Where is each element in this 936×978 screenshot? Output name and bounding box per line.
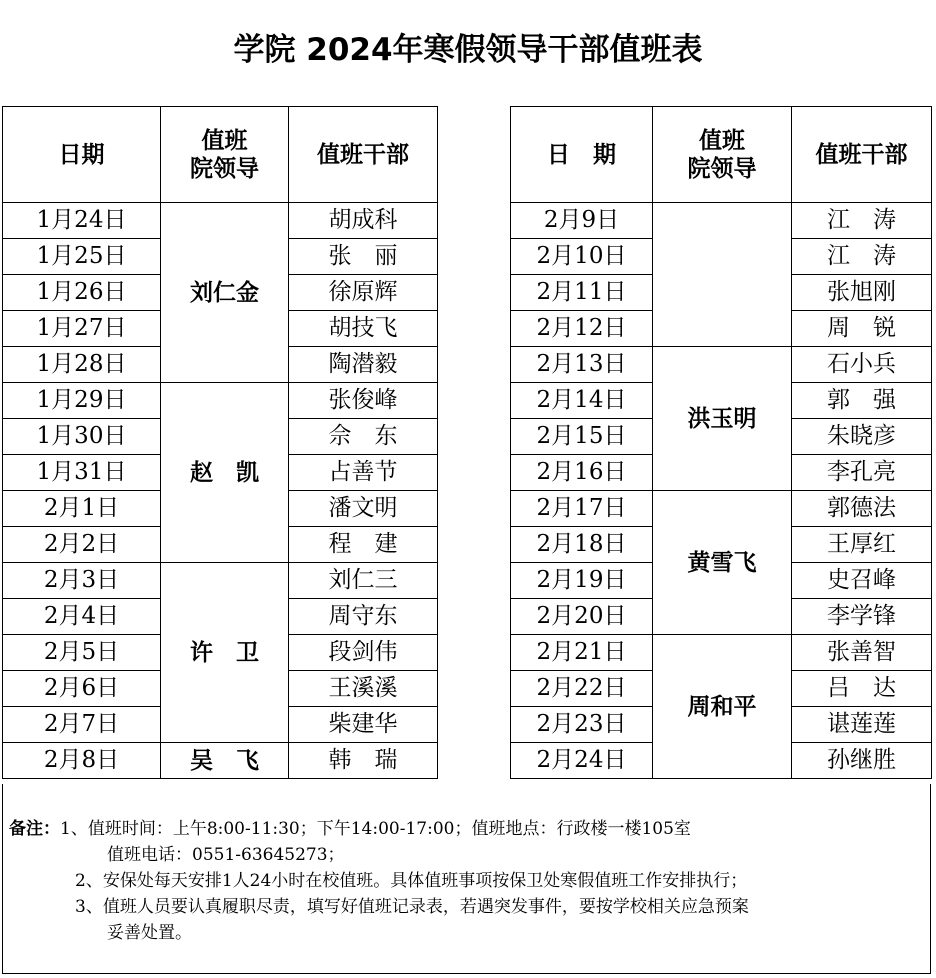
leader-cell: 赵 凯 (161, 383, 289, 563)
staff-cell: 江 涛 (792, 239, 932, 275)
staff-cell: 周 锐 (792, 311, 932, 347)
note-2: 2、安保处每天安排1人24小时在校值班。具体值班事项按保卫处寒假值班工作安排执行； (75, 871, 748, 891)
leader-cell: 刘仁金 (161, 203, 289, 383)
date-cell: 2月10日 (511, 239, 653, 275)
staff-cell: 朱晓彦 (792, 419, 932, 455)
staff-cell: 石小兵 (792, 347, 932, 383)
staff-cell: 李孔亮 (792, 455, 932, 491)
staff-cell: 程 建 (289, 527, 438, 563)
notes-label: 备注： (9, 819, 60, 839)
note-1-line-1: 值班时间：上午8:00-11:30；下午14:00-17:00；值班地点：行政楼一楼105室 (87, 819, 691, 839)
date-cell: 2月12日 (511, 311, 653, 347)
date-cell: 1月29日 (3, 383, 161, 419)
column-gap (438, 107, 511, 779)
leader-cell: 洪玉明 (653, 347, 792, 491)
date-cell: 2月17日 (511, 491, 653, 527)
date-cell: 2月14日 (511, 383, 653, 419)
staff-cell: 占善节 (289, 455, 438, 491)
date-cell: 2月13日 (511, 347, 653, 383)
header-staff-left: 值班干部 (289, 107, 438, 203)
duty-schedule-table (2, 106, 932, 779)
note-1-number: 1、 (60, 819, 88, 839)
date-cell: 2月20日 (511, 599, 653, 635)
note-1-line-2: 值班电话：0551-63645273； (107, 845, 345, 865)
staff-cell: 张旭刚 (792, 275, 932, 311)
page-title: 学院 2024年寒假领导干部值班表 (233, 32, 703, 68)
staff-cell: 吕 达 (792, 671, 932, 707)
note-3-line-1: 3、值班人员要认真履职尽责，填写好值班记录表，若遇突发事件，要按学校相关应急预案 (75, 897, 749, 917)
staff-cell: 胡成科 (289, 203, 438, 239)
date-cell: 2月21日 (511, 635, 653, 671)
staff-cell: 郭德法 (792, 491, 932, 527)
staff-cell: 王溪溪 (289, 671, 438, 707)
date-cell: 2月16日 (511, 455, 653, 491)
staff-cell: 佘 东 (289, 419, 438, 455)
header-leader-right-text: 值班 院领导 (687, 126, 757, 182)
leader-cell: 黄雪飞 (653, 491, 792, 635)
staff-cell: 李学锋 (792, 599, 932, 635)
staff-cell: 潘文明 (289, 491, 438, 527)
date-cell: 2月15日 (511, 419, 653, 455)
staff-cell: 谌莲莲 (792, 707, 932, 743)
staff-cell: 陶潜毅 (289, 347, 438, 383)
notes-content (9, 816, 926, 946)
header-date-left: 日期 (3, 107, 161, 203)
staff-cell: 张 丽 (289, 239, 438, 275)
staff-cell: 张善智 (792, 635, 932, 671)
date-cell: 2月1日 (3, 491, 161, 527)
staff-cell: 郭 强 (792, 383, 932, 419)
header-date-right: 日 期 (511, 107, 653, 203)
staff-cell: 段剑伟 (289, 635, 438, 671)
date-cell: 2月9日 (511, 203, 653, 239)
date-cell: 2月2日 (3, 527, 161, 563)
header-leader-right (653, 107, 792, 203)
staff-cell: 柴建华 (289, 707, 438, 743)
staff-cell: 张俊峰 (289, 383, 438, 419)
notes-box (2, 784, 931, 974)
staff-cell: 江 涛 (792, 203, 932, 239)
staff-cell: 韩 瑞 (289, 743, 438, 779)
date-cell: 1月28日 (3, 347, 161, 383)
date-cell: 1月30日 (3, 419, 161, 455)
date-cell: 2月23日 (511, 707, 653, 743)
staff-cell: 周守东 (289, 599, 438, 635)
staff-cell: 孙继胜 (792, 743, 932, 779)
date-cell: 2月19日 (511, 563, 653, 599)
date-cell: 1月26日 (3, 275, 161, 311)
date-cell: 1月24日 (3, 203, 161, 239)
date-cell: 2月18日 (511, 527, 653, 563)
date-cell: 2月24日 (511, 743, 653, 779)
leader-cell: 吴 飞 (161, 743, 289, 779)
staff-cell: 王厚红 (792, 527, 932, 563)
header-leader-left (161, 107, 289, 203)
note-3-line-2: 妥善处置。 (107, 923, 192, 943)
date-cell: 1月25日 (3, 239, 161, 275)
staff-cell: 徐原辉 (289, 275, 438, 311)
date-cell: 2月6日 (3, 671, 161, 707)
date-cell: 1月27日 (3, 311, 161, 347)
staff-cell: 胡技飞 (289, 311, 438, 347)
date-cell: 2月8日 (3, 743, 161, 779)
note-1 (9, 816, 926, 842)
staff-cell: 刘仁三 (289, 563, 438, 599)
leader-cell: 许 卫 (161, 563, 289, 743)
leader-cell-empty (653, 203, 792, 347)
date-cell: 2月5日 (3, 635, 161, 671)
date-cell: 2月4日 (3, 599, 161, 635)
date-cell: 2月11日 (511, 275, 653, 311)
date-cell: 2月3日 (3, 563, 161, 599)
date-cell: 2月7日 (3, 707, 161, 743)
date-cell: 2月22日 (511, 671, 653, 707)
header-leader-left-text: 值班 院领导 (190, 126, 259, 182)
leader-cell: 周和平 (653, 635, 792, 779)
staff-cell: 史召峰 (792, 563, 932, 599)
date-cell: 1月31日 (3, 455, 161, 491)
header-staff-right: 值班干部 (792, 107, 932, 203)
table-header-row (3, 107, 932, 203)
